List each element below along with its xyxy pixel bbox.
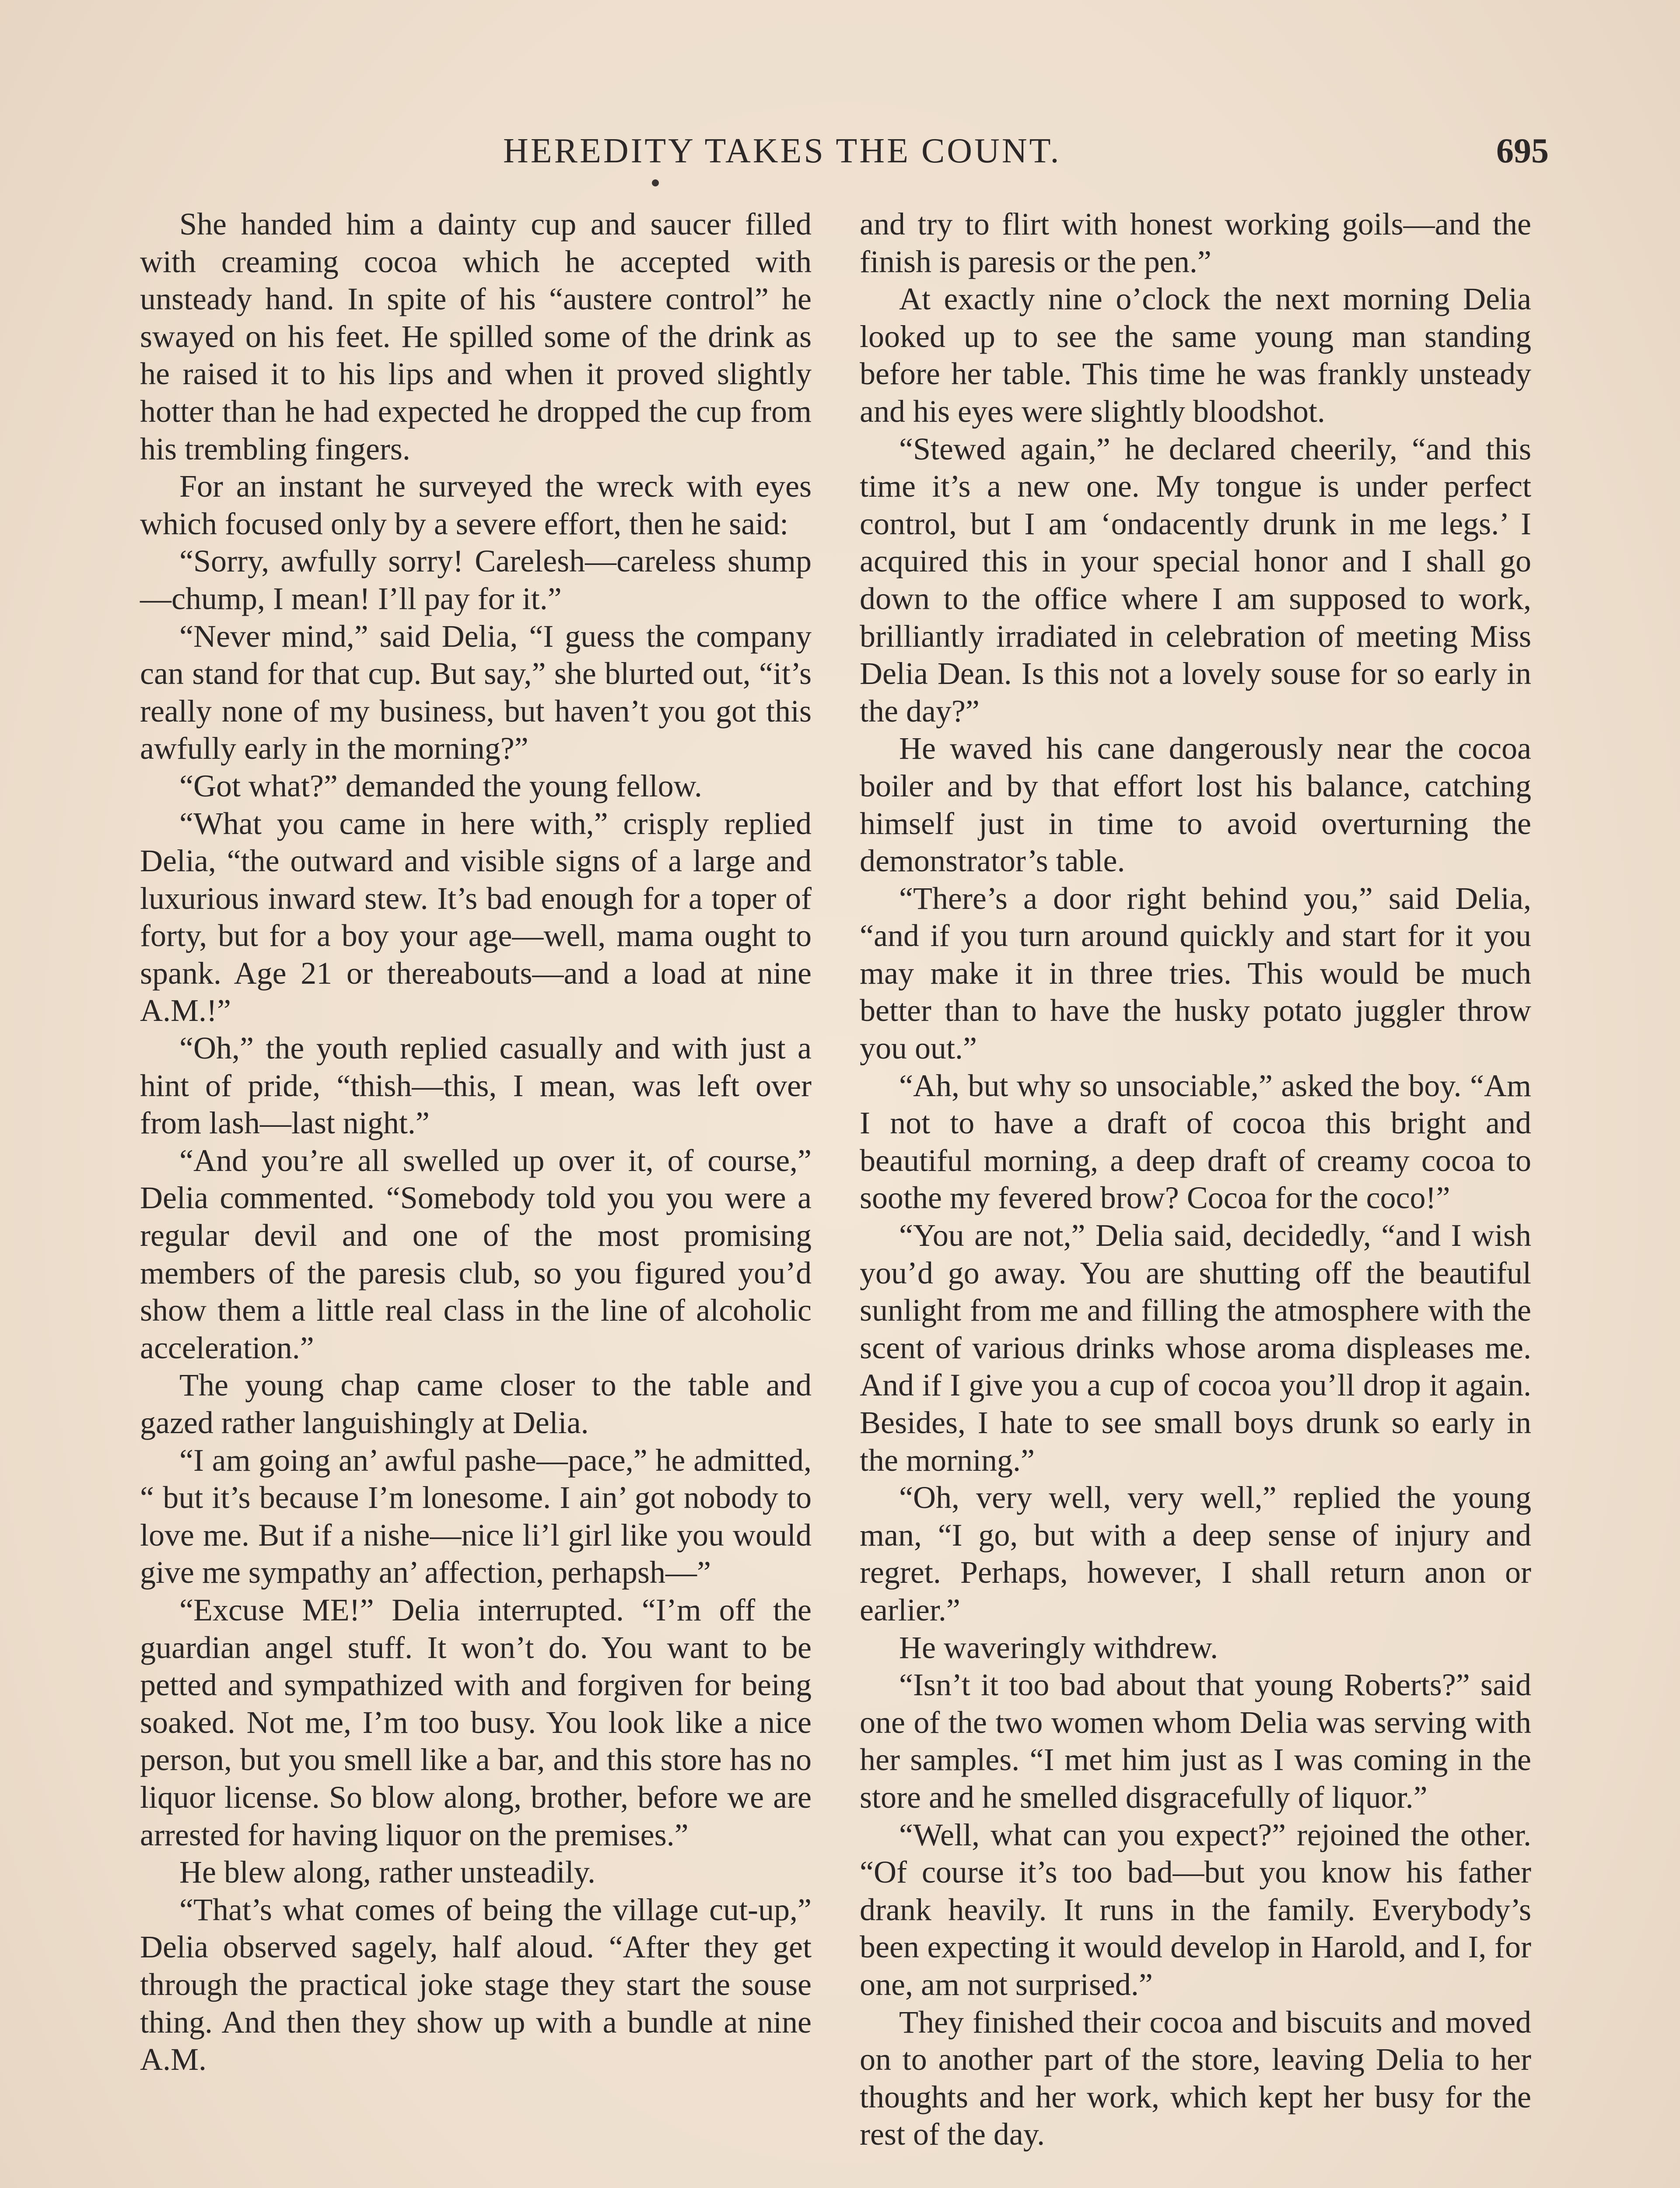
paragraph: “Ah, but why so unsociable,” asked the boy. “Am I not to have a draft of cocoa this bright and beautiful morning, a deep draft of creamy cocoa to soothe my fevered brow? Cocoa for the coco!” bbox=[860, 1068, 1531, 1216]
paragraph: He waved his cane dangerously near the cocoa boiler and by that effort lost his balance, catching himself just in time to avoid overturning the demonstrator’s table. bbox=[860, 731, 1531, 879]
paragraph: “That’s what comes of being the village cut-up,” Delia observed sagely, half aloud. “After they get through the practical joke stage they start the souse thing. And then they show up with a bundle at nine A.M. bbox=[140, 1892, 812, 2077]
paragraph: “Got what?” demanded the young fellow. bbox=[179, 768, 702, 803]
paragraph: “Oh,” the youth replied casually and with just a hint of pride, “thish—this, I mean, was left over from lash—last night.” bbox=[140, 1031, 812, 1141]
paragraph: “I am going an’ awful pashe—pace,” he admitted, “ but it’s because I’m lonesome. I ain’ got nobody to love me. But if a nishe—nice li’l girl like you would give me sympathy an’ affection, perhapsh—” bbox=[140, 1442, 812, 1590]
paragraph: The young chap came closer to the table and gazed rather languishingly at Delia. bbox=[140, 1368, 812, 1440]
paragraph: “Oh, very well, very well,” replied the young man, “I go, but with a deep sense of injury and regret. Perhaps, however, I shall return anon or earlier.” bbox=[860, 1480, 1531, 1627]
page-header bbox=[503, 131, 1549, 179]
paragraph: “You are not,” Delia said, decidedly, “and I wish you’d go away. You are shutting off the beautiful sunlight from me and filling the atmosphere with the scent of various drinks whose aroma displeases me. And if I give you a cup of cocoa you’ll drop it again. Besides, I hate to see small boys drunk so early in the morning.” bbox=[860, 1218, 1531, 1478]
page-number: 695 bbox=[1496, 132, 1549, 170]
paragraph: They finished their cocoa and biscuits and moved on to another part of the store, leaving Delia to her thoughts and her work, which kept her busy for the rest of the day. bbox=[860, 2004, 1531, 2152]
paragraph: “Isn’t it too bad about that young Roberts?” said one of the two women whom Delia was serving with her samples. “I met him just as I was coming in the store and he smelled disgracefully of liquor.” bbox=[860, 1667, 1531, 1815]
text-column-right bbox=[860, 206, 1531, 2153]
paragraph: “What you came in here with,” crisply replied Delia, “the outward and visible signs of a large and luxurious inward stew. It’s bad enough for a toper of forty, but for a boy your age—well, mama ought to spank. Age 21 or thereabouts—and a load at nine A.M.!” bbox=[140, 806, 812, 1028]
paragraph: and try to flirt with honest working goils—and the finish is paresis or the pen.” bbox=[860, 207, 1531, 279]
text-column-left bbox=[140, 206, 812, 2079]
paragraph: At exactly nine o’clock the next morning Delia looked up to see the same young man standing before her table. This time he was frankly unsteady and his eyes were slightly bloodshot. bbox=[860, 281, 1531, 429]
paragraph: “Stewed again,” he declared cheerily, “and this time it’s a new one. My tongue is under perfect control, but I am ‘ondacently drunk in me legs.’ I acquired this in your special honor and I shall go down to the office where I am supposed to work, brilliantly irradiated in celebration of meeting Miss Delia Dean. Is this not a lovely souse for so early in the day?” bbox=[860, 431, 1531, 729]
paragraph: “Never mind,” said Delia, “I guess the company can stand for that cup. But say,” she blurted out, “it’s really none of my business, but haven’t you got this awfully early in the morning?” bbox=[140, 618, 812, 766]
paragraph: “Excuse ME!” Delia interrupted. “I’m off the guardian angel stuff. It won’t do. You want to be petted and sympathized with and forgiven for being soaked. Not me, I’m too busy. You look like a nice person, but you smell like a bar, and this store has no liquor license. So blow along, brother, before we are arrested for having liquor on the premises.” bbox=[140, 1592, 812, 1852]
paragraph: She handed him a dainty cup and saucer filled with creaming cocoa which he accepted with unsteady hand. In spite of his “austere control” he swayed on his feet. He spilled some of the drink as he raised it to his lips and when it proved slightly hotter than he had expected he dropped the cup from his trembling fingers. bbox=[140, 207, 812, 466]
paragraph: “There’s a door right behind you,” said Delia, “and if you turn around quickly and start for it you may make it in three tries. This would be much better than to have the husky potato juggler throw you out.” bbox=[860, 880, 1531, 1066]
paragraph: He waveringly withdrew. bbox=[899, 1630, 1218, 1665]
paragraph: “Sorry, awfully sorry! Carelesh—careless shump—chump, I mean! I’ll pay for it.” bbox=[140, 543, 812, 616]
paragraph: “Well, what can you expect?” rejoined the other. “Of course it’s too bad—but you know his father drank heavily. It runs in the family. Everybody’s been expecting it would develop in Harold, and I, for one, am not surprised.” bbox=[860, 1817, 1531, 2002]
paragraph: He blew along, rather unsteadily. bbox=[179, 1855, 596, 1890]
paragraph: “And you’re all swelled up over it, of course,” Delia commented. “Somebody told you you were a regular devil and one of the most promising members of the paresis club, so you figured you’d show them a little real class in the line of alcoholic acceleration.” bbox=[140, 1143, 812, 1365]
header-dot-ornament bbox=[652, 179, 659, 186]
paragraph: For an instant he surveyed the wreck with eyes which focused only by a severe effort, then he said: bbox=[140, 469, 812, 541]
running-title: HEREDITY TAKES THE COUNT. bbox=[503, 132, 1061, 170]
